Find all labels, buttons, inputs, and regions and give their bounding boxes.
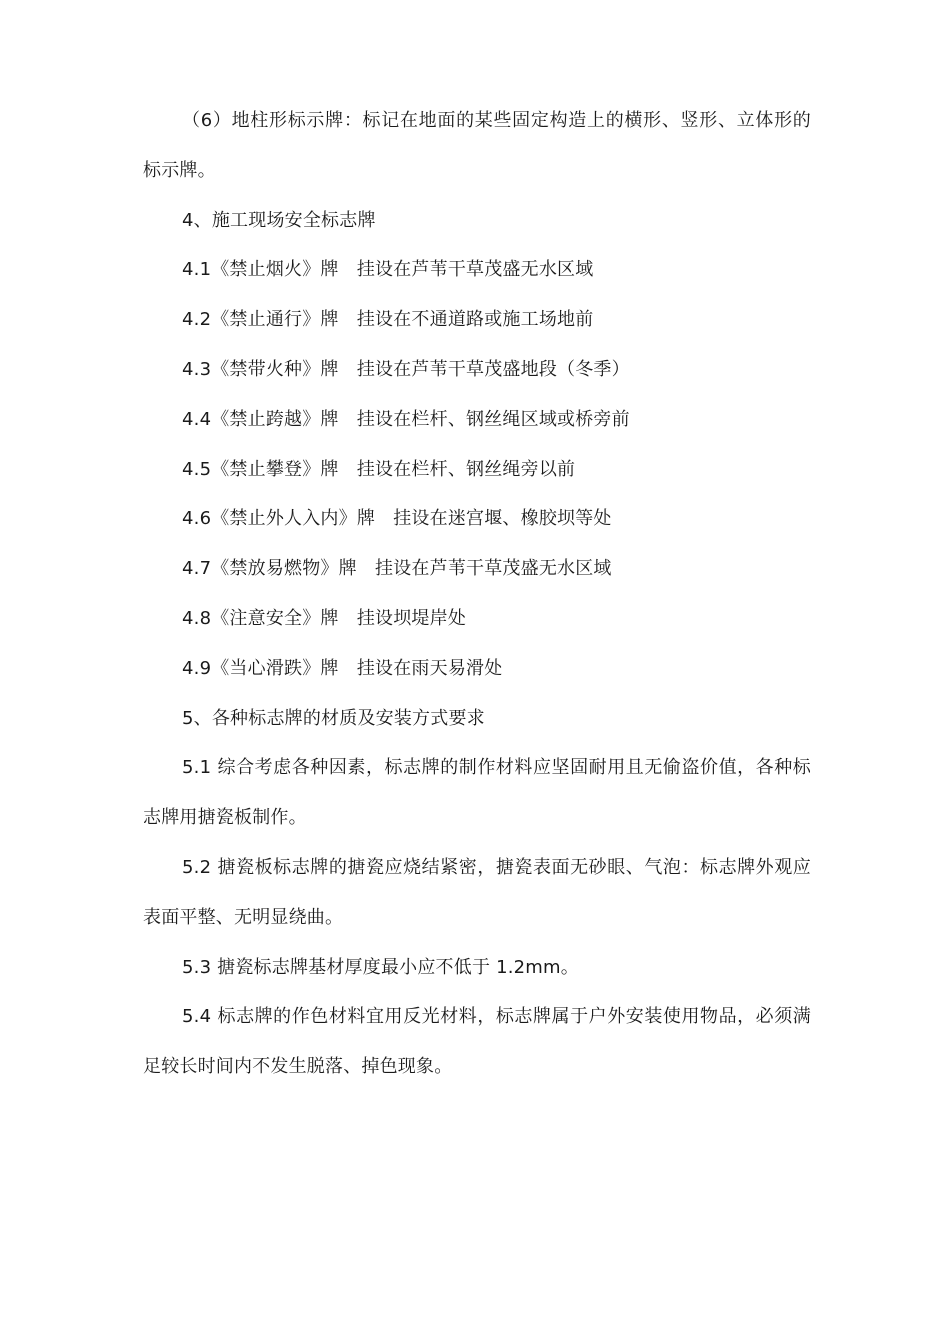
paragraph-5-1: 5.1 综合考虑各种因素，标志牌的制作材料应坚固耐用且无偷盗价值，各种标志牌用搪瓷板制作。 [143, 757, 811, 829]
list-item-no-climbing: 4.5《禁止攀登》牌 挂设在栏杆、钢丝绳旁以前 [182, 458, 576, 480]
list-item-caution-slippery: 4.9《当心滑跌》牌 挂设在雨天易滑处 [182, 657, 503, 679]
paragraph-5-2: 5.2 搪瓷板标志牌的搪瓷应烧结紧密，搪瓷表面无砂眼、气泡：标志牌外观应表面平整、无明显绕曲。 [143, 856, 811, 928]
paragraph-5-3: 5.3 搪瓷标志牌基材厚度最小应不低于 1.2mm。 [182, 956, 579, 978]
section-heading-material-requirements: 5、各种标志牌的材质及安装方式要求 [182, 707, 485, 729]
list-item-no-flammables: 4.7《禁放易燃物》牌 挂设在芦苇干草茂盛无水区域 [182, 558, 612, 580]
paragraph-5-4: 5.4 标志牌的作色材料宜用反光材料，标志牌属于户外安装使用物品，必须满足较长时间内不发生脱落、掉色现象。 [143, 1006, 811, 1078]
list-item-no-passage: 4.2《禁止通行》牌 挂设在不通道路或施工场地前 [182, 309, 594, 331]
section-heading-site-safety-signs: 4、施工现场安全标志牌 [182, 209, 376, 231]
list-item-caution-safety: 4.8《注意安全》牌 挂设坝堤岸处 [182, 607, 467, 629]
document-body [143, 96, 811, 1092]
list-item-no-outsiders: 4.6《禁止外人入内》牌 挂设在迷宫堰、橡胶坝等处 [182, 508, 612, 530]
paragraph-ground-post-sign: （6）地柱形标示牌：标记在地面的某些固定构造上的横形、竖形、立体形的标示牌。 [143, 110, 811, 181]
list-item-no-kindling: 4.3《禁带火种》牌 挂设在芦苇干草茂盛地段（冬季） [182, 358, 630, 380]
list-item-no-crossing: 4.4《禁止跨越》牌 挂设在栏杆、钢丝绳区域或桥旁前 [182, 408, 630, 430]
list-item-no-fire: 4.1《禁止烟火》牌 挂设在芦苇干草茂盛无水区域 [182, 259, 594, 281]
